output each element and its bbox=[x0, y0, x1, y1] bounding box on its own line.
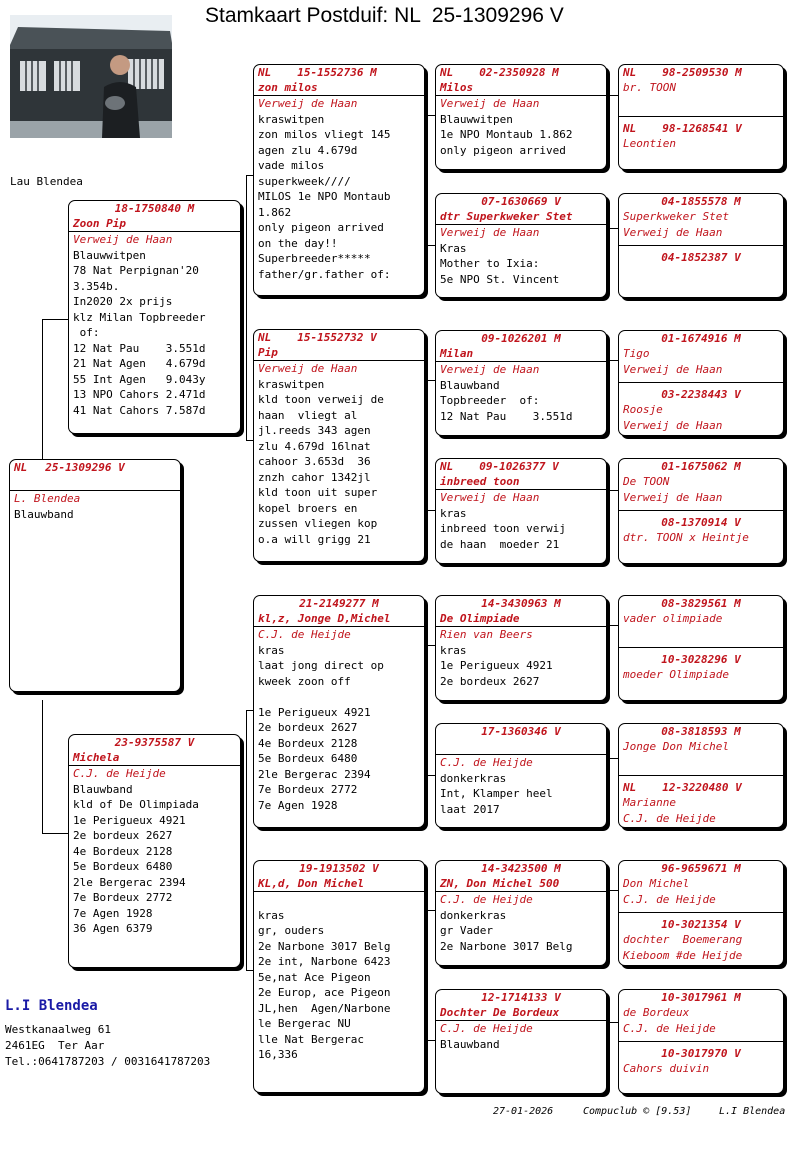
pigeon-card-mmf[interactable]: 14-3423500 M ZN, Don Michel 500 C.J. de Heijde donkerkras gr Vader 2e Narbone 3017 Belg bbox=[435, 860, 607, 966]
pigeon-card-mother[interactable]: 23-9375587 V Michela C.J. de Heijde Blauwband kld of De Olimpiada 1e Perigueux 4921 2e bordeux 2627 4e Bordeux 2128 5e Bordeux 6480 2le Bergerac 2394 7e Bordeux 2772 7e Agen 1928 36 Agen 6379 bbox=[68, 734, 241, 968]
pigeon-card-mff[interactable]: 14-3430963 M De Olimpiade Rien van Beers kras 1e Perigueux 4921 2e bordeux 2627 bbox=[435, 595, 607, 701]
pigeon-card-ffm[interactable]: 07-1630669 V dtr Superkweker Stet Verweij de Haan Kras Mother to Ixia: 5e NPO St. Vincent bbox=[435, 193, 607, 298]
pigeon-card-g4-pair[interactable]: 08-3829561 M vader olimpiade 10-3028296 V moeder Olimpiade bbox=[618, 595, 784, 701]
connector-line bbox=[42, 833, 69, 834]
owner-city: 2461EG Ter Aar bbox=[5, 1039, 105, 1052]
pigeon-card-subject[interactable]: NL 25-1309296 V L. Blendea Blauwband bbox=[9, 459, 181, 692]
page-title: Stamkaart Postduif: NL 25-1309296 V bbox=[205, 4, 564, 27]
pigeon-card-g4-pair[interactable]: NL 98-2509530 M br. TOON NL 98-1268541 V Leontien bbox=[618, 64, 784, 170]
pigeon-card-g4-pair[interactable]: 96-9659671 M Don Michel C.J. de Heijde 10-3021354 V dochter Boemerang Kieboom #de Heijde bbox=[618, 860, 784, 966]
connector-line bbox=[42, 319, 43, 460]
pigeon-card-g4-pair[interactable]: 01-1675062 M De TOON Verweij de Haan 08-1370914 V dtr. TOON x Heintje bbox=[618, 458, 784, 564]
footer-club: Compuclub © [9.53] bbox=[583, 1106, 692, 1117]
connector-line bbox=[606, 490, 618, 491]
pigeon-card-mmm[interactable]: 12-1714133 V Dochter De Bordeux C.J. de Heijde Blauwband bbox=[435, 989, 607, 1094]
footer-date: 27-01-2026 bbox=[493, 1106, 554, 1117]
connector-line bbox=[606, 360, 618, 361]
connector-line bbox=[606, 1022, 618, 1023]
owner-phone: Tel.:0641787203 / 0031641787203 bbox=[5, 1055, 211, 1068]
owner-name: L.I Blendea bbox=[5, 998, 98, 1014]
connector-line bbox=[606, 228, 618, 229]
connector-line bbox=[606, 625, 618, 626]
footer-owner: L.I Blendea bbox=[719, 1106, 786, 1117]
pigeon-card-mfm[interactable]: 17-1360346 V C.J. de Heijde donkerkras Int, Klamper heel laat 2017 bbox=[435, 723, 607, 828]
pigeon-card-fff[interactable]: NL 02-2350928 M Milos Verweij de Haan Blauwwitpen 1e NPO Montaub 1.862 only pigeon arrived bbox=[435, 64, 607, 170]
connector-line bbox=[606, 758, 618, 759]
pigeon-card-mm[interactable]: 19-1913502 V KL,d, Don Michel kras gr, ouders 2e Narbone 3017 Belg 2e int, Narbone 6423 5e,nat Ace Pigeon 2e Europ, ace Pigeon JL,hen Agen/Narbone le Bergerac NU lle Nat Bergerac 16,336 bbox=[253, 860, 425, 1093]
pigeon-card-father[interactable]: 18-1750840 M Zoon Pip Verweij de Haan Blauwwitpen 78 Nat Perpignan'20 3.354b. In2020 2x prijs klz Milan Topbreeder of: 12 Nat Pau 3.551d 21 Nat Agen 4.679d 55 Int Agen 9.043y 13 NPO Cahors 2.471d 41 Nat Cahors 7.587d bbox=[68, 200, 241, 434]
pigeon-card-fmf[interactable]: 09-1026201 M Milan Verweij de Haan Blauwband Topbreeder of: 12 Nat Pau 3.551d bbox=[435, 330, 607, 436]
pigeon-card-g4-pair[interactable]: 04-1855578 M Superkweker Stet Verweij de Haan 04-1852387 V bbox=[618, 193, 784, 298]
pigeon-card-g4-pair[interactable]: 10-3017961 M de Bordeux C.J. de Heijde 10-3017970 V Cahors duivin bbox=[618, 989, 784, 1094]
pigeon-card-g4-pair[interactable]: 01-1674916 M Tigo Verweij de Haan 03-2238443 V Roosje Verweij de Haan bbox=[618, 330, 784, 436]
pigeon-card-mf[interactable]: 21-2149277 M kl,z, Jonge D,Michel C.J. de Heijde kras laat jong direct op kweek zoon off 1e Perigueux 4921 2e bordeux 2627 4e Bordeux 2128 5e Bordeux 6480 2le Bergerac 2394 7e Bordeux 2772 7e Agen 1928 bbox=[253, 595, 425, 828]
pigeon-card-fm[interactable]: NL 15-1552732 V Pip Verweij de Haan kraswitpen kld toon verweij de haan vliegt al jl.reeds 343 agen zlu 4.679d 16lnat cahoor 3.653d 36 znzh cahor 1342jl kld toon uit super kopel broers en zussen vliegen kop o.a will grigg 21 bbox=[253, 329, 425, 562]
breeder: L. Blendea bbox=[14, 492, 81, 505]
connector-line bbox=[42, 319, 69, 320]
pigeon-card-fmm[interactable]: NL 09-1026377 V inbreed toon Verweij de Haan kras inbreed toon verwij de haan moeder 21 bbox=[435, 458, 607, 564]
connector-line bbox=[246, 710, 247, 970]
connector-line bbox=[606, 95, 618, 96]
connector-line bbox=[246, 175, 247, 440]
connector-line bbox=[42, 700, 43, 833]
pigeon-card-ff[interactable]: NL 15-1552736 M zon milos Verweij de Haan kraswitpen zon milos vliegt 145 agen zlu 4.679d vade milos superkweek//// MILOS 1e NPO Montaub 1.862 only pigeon arrived on the day!! Superbreeder***** father/gr.father of: bbox=[253, 64, 425, 296]
owner-label: Lau Blendea bbox=[10, 175, 83, 188]
loft-photo bbox=[10, 15, 172, 138]
ring-header: NL 25-1309296 V bbox=[14, 461, 125, 474]
pigeon-card-g4-pair[interactable]: 08-3818593 M Jonge Don Michel NL 12-3220480 V Marianne C.J. de Heijde bbox=[618, 723, 784, 828]
connector-line bbox=[606, 890, 618, 891]
owner-address: Westkanaalweg 61 bbox=[5, 1023, 111, 1036]
